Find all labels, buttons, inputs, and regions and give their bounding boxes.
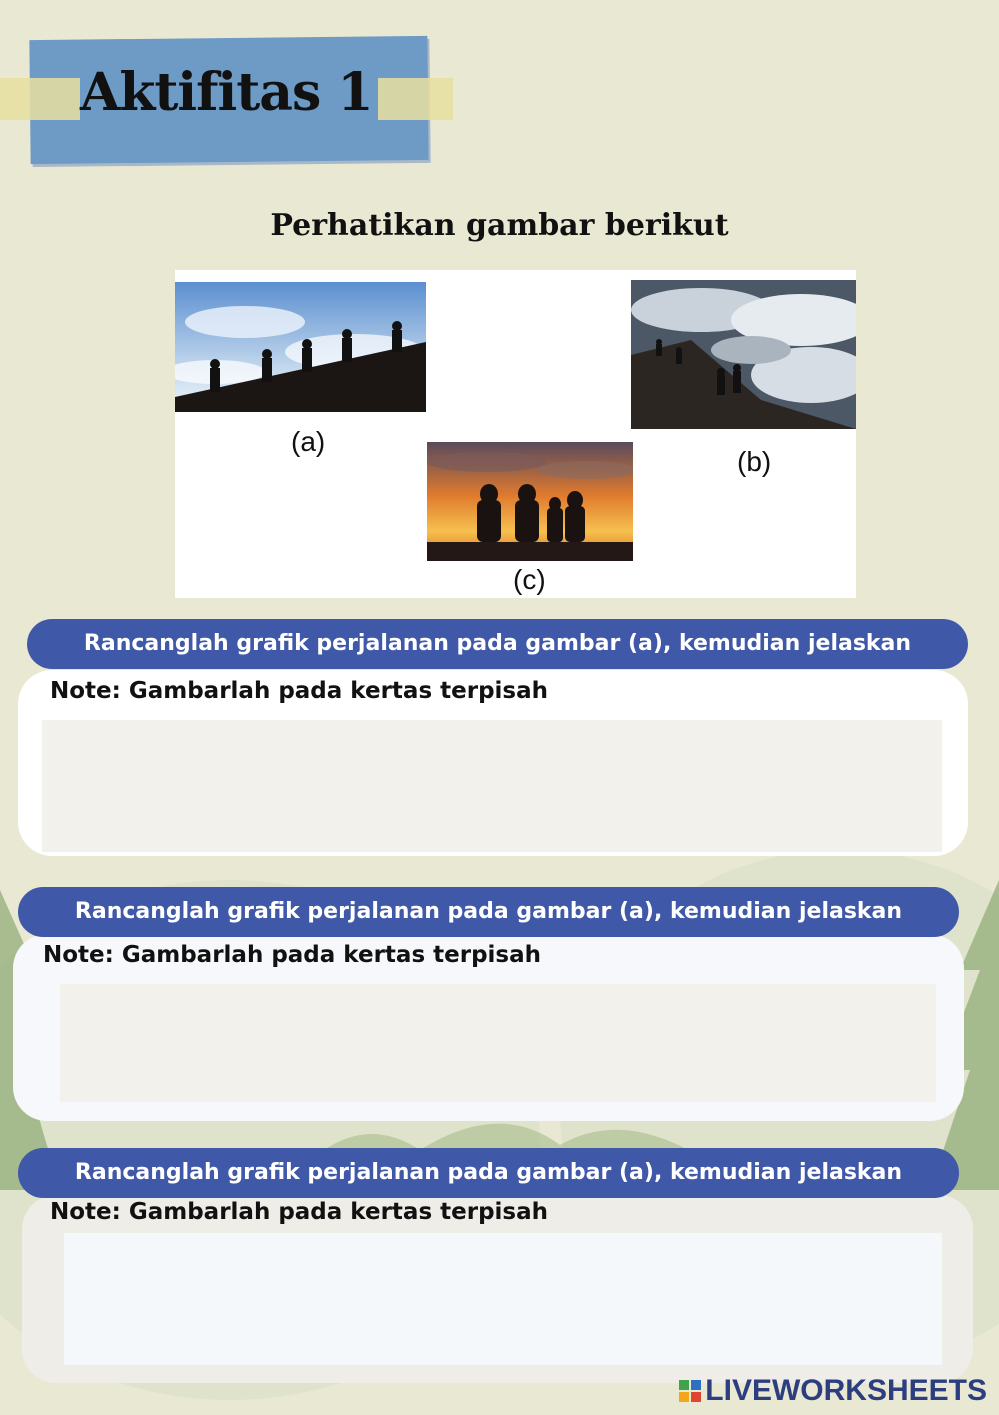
task-3-header: Rancanglah grafik perjalanan pada gambar (a), kemudian jelaskan (18, 1148, 959, 1198)
caption-c: (c) (513, 564, 546, 595)
task-2-note: Note: Gambarlah pada kertas terpisah (43, 942, 542, 968)
task-2-answer-area[interactable] (60, 984, 936, 1102)
task-2-box (13, 934, 964, 1121)
photo-b (631, 280, 856, 429)
photo-a (175, 282, 426, 412)
task-2-header: Rancanglah grafik perjalanan pada gambar (a), kemudian jelaskan (18, 887, 959, 937)
page-title: Aktifitas 1 (80, 62, 373, 123)
liveworksheets-logo-icon (679, 1380, 701, 1402)
brand-name: LIVEWORKSHEETS (705, 1374, 987, 1407)
tape-strip-left (0, 78, 80, 120)
photo-panel (175, 270, 856, 598)
page-subtitle: Perhatikan gambar berikut (270, 208, 729, 243)
task-3-box (22, 1195, 973, 1383)
caption-a: (a) (291, 426, 326, 457)
task-3-note: Note: Gambarlah pada kertas terpisah (50, 1199, 549, 1225)
tape-strip-right (378, 78, 453, 120)
task-1-answer-area[interactable] (42, 720, 942, 852)
photo-c (427, 442, 633, 561)
task-1-note: Note: Gambarlah pada kertas terpisah (50, 678, 549, 704)
task-1-box (18, 670, 968, 856)
task-3-answer-area[interactable] (64, 1233, 942, 1365)
liveworksheets-brand[interactable] (679, 1374, 987, 1408)
task-1-header: Rancanglah grafik perjalanan pada gambar (a), kemudian jelaskan (27, 619, 968, 669)
caption-b: (b) (737, 446, 772, 477)
